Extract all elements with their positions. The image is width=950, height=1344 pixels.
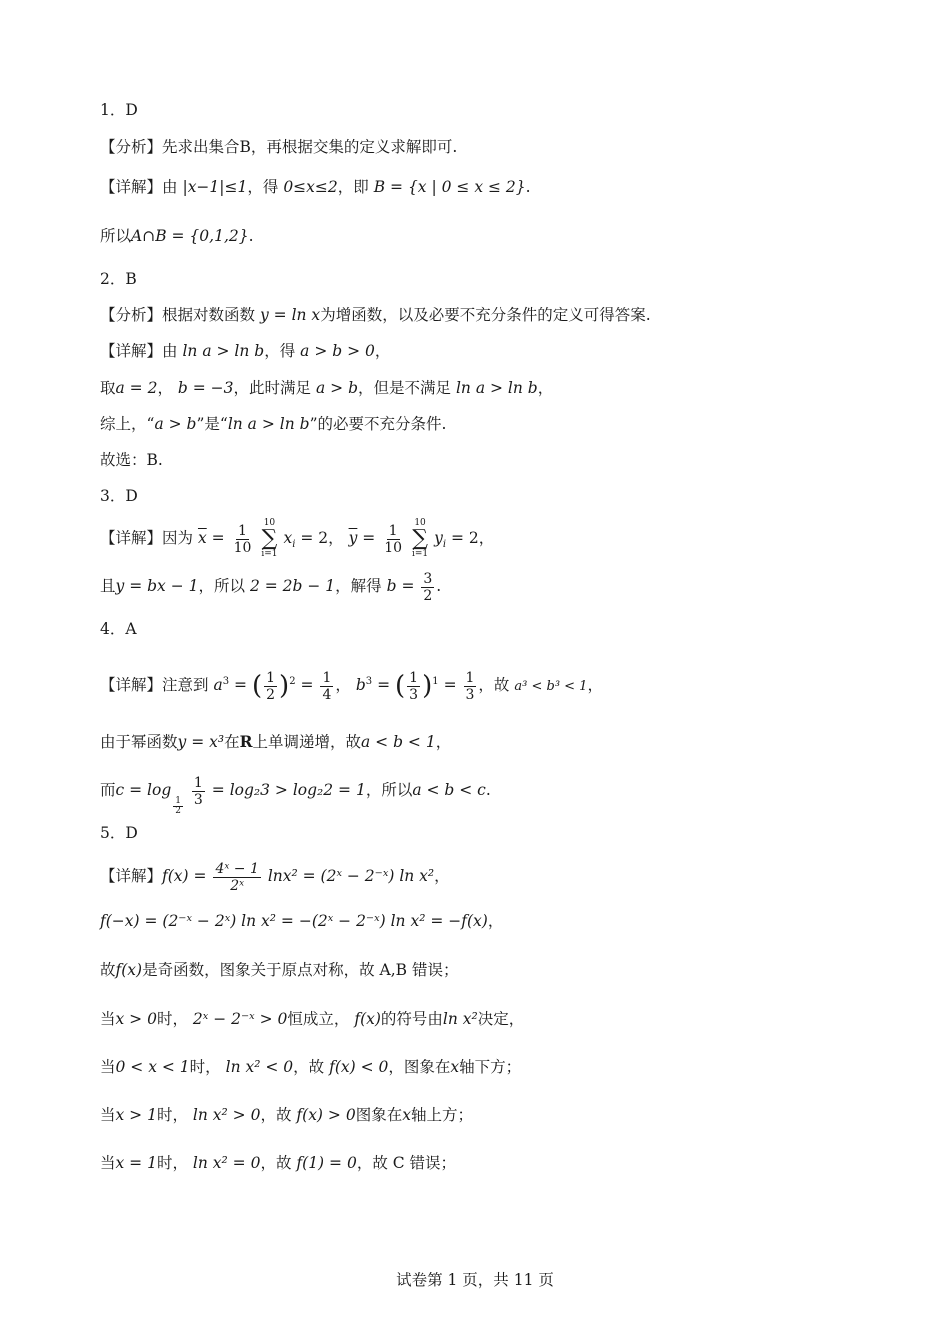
q4-answer-text: 4．A	[100, 620, 137, 638]
math: y	[434, 529, 443, 547]
exponent: 3	[365, 676, 373, 687]
text: 取	[100, 379, 116, 397]
q1-answer-text: 1．D	[100, 101, 138, 119]
sum-lower: i=1	[411, 549, 429, 559]
log-base	[173, 797, 183, 816]
math: f(x) > 0	[296, 1106, 356, 1124]
denominator: 2	[175, 806, 181, 816]
text: 图象在	[355, 1106, 403, 1124]
q3-answer	[100, 486, 138, 506]
detail-label: 【详解】	[100, 676, 163, 695]
math: =	[211, 529, 225, 547]
text: ，图象在	[388, 1058, 451, 1076]
text: 综上，“	[100, 415, 155, 433]
text: ，故	[260, 1154, 292, 1172]
numerator: 4ˣ − 1	[215, 860, 259, 877]
text: 轴上方；	[410, 1106, 473, 1124]
math: R	[239, 732, 253, 751]
fraction	[264, 670, 277, 703]
math: f(x)	[115, 961, 143, 979]
math: x > 0	[115, 1010, 157, 1028]
math: a > b > 0	[300, 342, 375, 360]
math: =	[362, 529, 376, 547]
text: ，得	[264, 342, 296, 360]
math: b	[355, 676, 366, 695]
math: 2ˣ − 2⁻ˣ > 0	[192, 1010, 288, 1028]
text: ，	[487, 912, 504, 930]
text: 因为	[162, 529, 194, 547]
q5-line7	[100, 1153, 456, 1173]
text: 时，	[156, 1106, 188, 1124]
fraction	[421, 571, 434, 604]
text: ，故	[478, 676, 510, 695]
numerator: 1	[322, 669, 332, 686]
detail-label: 【详解】	[100, 342, 163, 360]
math: f(x)	[354, 1010, 381, 1028]
q1-answer	[100, 100, 138, 120]
text: ，即	[337, 178, 369, 196]
text: 而	[100, 781, 116, 799]
text: ，故	[260, 1106, 292, 1124]
text: 恒成立，	[287, 1010, 350, 1028]
text: 时，	[156, 1010, 188, 1028]
sum-upper: 10	[263, 518, 276, 528]
math: =	[377, 676, 391, 695]
text: ”的必要不充分条件.	[309, 415, 447, 433]
text: ，	[434, 867, 450, 885]
fraction	[464, 670, 477, 703]
math: ln x² > 0	[192, 1106, 261, 1124]
text: 所以	[100, 227, 132, 245]
math: f(x) < 0	[329, 1058, 389, 1076]
denominator: 4	[322, 686, 332, 703]
detail-label: 【详解】	[100, 867, 163, 885]
q2-line5	[100, 450, 163, 470]
q4-detail: 【详解】注意到 $a^3$ = ( $\frac{1}{2}$ )$^2$ = $\frac{1}{4}$ ， $b^3$ = ( $\frac{1}{3}$ )$^1$ = $\frac{1}{3}$ ，故 a³ < b³ < 1，	[100, 669, 603, 703]
text: ，	[335, 676, 351, 695]
q2-analysis	[100, 305, 651, 325]
math: =	[443, 676, 457, 695]
math: y = bx − 1	[115, 577, 199, 595]
math: A∩B = {0,1,2}	[131, 227, 249, 245]
math: ln x²	[442, 1010, 478, 1028]
q4-line3	[100, 770, 491, 816]
math: a < b < c	[412, 781, 486, 799]
text: ，	[435, 733, 452, 751]
text: 在	[224, 733, 240, 751]
text: ，	[157, 379, 173, 397]
math: ln a > ln b	[455, 379, 538, 397]
math: a > b	[316, 379, 359, 397]
numerator: 1	[388, 522, 398, 539]
text: .	[436, 577, 442, 595]
q5-answer-text: 5．D	[100, 824, 138, 842]
fraction	[382, 523, 404, 556]
text: 当	[100, 1154, 116, 1172]
math: 0 < x < 1	[115, 1058, 190, 1076]
sigma: ∑	[261, 526, 278, 551]
exponent: 2	[289, 676, 296, 687]
text: 是奇函数，图象关于原点对称，故 A,B 错误；	[142, 961, 459, 979]
math: a = 2	[115, 379, 158, 397]
text: ，所以	[198, 577, 245, 595]
math: a > b	[154, 415, 197, 433]
text: ，此时满足	[233, 379, 312, 397]
text: ，解得	[335, 577, 382, 595]
math: b = −3	[177, 379, 234, 397]
text: 由	[162, 178, 178, 196]
math: x	[402, 1106, 411, 1124]
sum-lower: i=1	[261, 549, 278, 559]
numerator: 3	[423, 570, 433, 587]
q2-line3	[100, 378, 553, 398]
text: 时，	[156, 1154, 188, 1172]
math: x = 1	[115, 1154, 157, 1172]
text: ，	[374, 342, 391, 360]
math: = 2	[300, 529, 329, 547]
text: ，所以	[365, 781, 413, 799]
math: f(x) =	[162, 867, 207, 885]
denominator: 3	[465, 686, 475, 703]
denominator: 3	[409, 686, 419, 703]
math: lnx² = (2ˣ − 2⁻ˣ) ln x²	[267, 867, 435, 885]
text: ，故 C 错误；	[356, 1154, 457, 1172]
page-footer: 试卷第 1 页，共 11 页	[396, 1271, 554, 1289]
text: ，	[587, 676, 603, 695]
fraction	[192, 775, 205, 808]
fraction	[407, 670, 420, 703]
math: a	[213, 676, 223, 695]
math: a³ < b³ < 1	[514, 679, 588, 695]
numerator: 1	[238, 522, 247, 539]
math: f(1) = 0	[296, 1154, 357, 1172]
text: 决定，	[477, 1010, 525, 1028]
q3-answer-text: 3．D	[100, 487, 138, 505]
q5-detail	[100, 856, 450, 896]
math: y = x³	[177, 733, 225, 751]
text: .	[525, 178, 531, 196]
math: $\overline{x}$	[197, 529, 207, 547]
q5-answer	[100, 823, 138, 843]
text: ”是“	[196, 415, 228, 433]
text: 当	[100, 1058, 116, 1076]
analysis-text: 先求出集合B，再根据交集的定义求解即可.	[162, 138, 458, 156]
math: b =	[386, 577, 415, 595]
q5-line3	[100, 960, 458, 980]
math: ln a > ln b	[227, 415, 310, 433]
text: 故选：B.	[100, 451, 163, 469]
math: x	[283, 529, 293, 547]
analysis-label: 【分析】	[100, 138, 163, 156]
denominator: 2	[266, 686, 276, 703]
fraction	[320, 670, 333, 703]
text: .	[248, 227, 254, 245]
text: 注意到	[162, 676, 209, 695]
math: 0≤x≤2	[283, 178, 338, 196]
q2-detail	[100, 341, 390, 361]
text: 为增函数，以及必要不充分条件的定义可得答案.	[320, 306, 651, 324]
numerator: 1	[266, 669, 276, 686]
denominator: 10	[233, 539, 252, 556]
text: 当	[100, 1106, 116, 1124]
numerator: 1	[193, 774, 203, 791]
text: ，	[328, 529, 344, 547]
exponent: 3	[222, 676, 230, 687]
subscript: i	[442, 539, 447, 551]
math: f(−x) = (2⁻ˣ − 2ˣ) ln x² = −(2ˣ − 2⁻ˣ) ln x² = −f(x)	[100, 912, 488, 930]
denominator: 10	[384, 539, 403, 556]
q4-answer	[100, 619, 137, 639]
q4-line2	[100, 732, 451, 752]
math: y = ln x	[259, 306, 321, 324]
math: 2 = 2b − 1	[249, 577, 336, 595]
denominator: 3	[193, 791, 203, 808]
fraction	[232, 523, 254, 556]
text: ，	[478, 529, 495, 547]
q1-result	[100, 226, 254, 246]
q5-line5	[100, 1057, 521, 1077]
fraction	[213, 861, 260, 894]
text: 由于幂函数	[100, 733, 178, 751]
text: ，	[537, 379, 554, 397]
math: ln x² = 0	[192, 1154, 261, 1172]
analysis-label: 【分析】	[100, 306, 163, 324]
text: 根据对数函数	[162, 306, 256, 324]
math: c = log	[115, 781, 172, 799]
text: 上单调递增，故	[252, 733, 361, 751]
math: $\overline{y}$	[348, 529, 358, 547]
q3-detail	[100, 518, 494, 558]
math: B = {x | 0 ≤ x ≤ 2}	[373, 178, 526, 196]
q5-line6	[100, 1105, 473, 1125]
numerator: 1	[409, 669, 419, 686]
text: ，得	[247, 178, 279, 196]
denominator: 2ˣ	[230, 877, 245, 894]
math: |x−1|≤1	[182, 178, 248, 196]
text: .	[485, 781, 491, 799]
math: x	[450, 1058, 460, 1076]
text: 的符号由	[380, 1010, 443, 1028]
q1-detail	[100, 177, 531, 197]
math: x > 1	[115, 1106, 157, 1124]
numerator: 1	[465, 669, 475, 686]
math: =	[300, 676, 314, 695]
math: =	[234, 676, 248, 695]
q1-analysis	[100, 137, 457, 157]
q2-answer-text: 2．B	[100, 270, 137, 288]
q2-answer	[100, 269, 137, 289]
text: ，故	[293, 1058, 325, 1076]
denominator: 2	[423, 587, 433, 604]
text: ，但是不满足	[358, 379, 452, 397]
q2-line4	[100, 414, 446, 434]
sum-upper: 10	[414, 518, 426, 528]
subscript: i	[292, 539, 296, 551]
text: 由	[162, 342, 178, 360]
math: = log₂3 > log₂2 = 1	[211, 781, 366, 799]
q3-line2	[100, 568, 441, 604]
text: 轴下方；	[459, 1058, 522, 1076]
text: 当	[100, 1010, 116, 1028]
exponent: 1	[432, 676, 439, 687]
q5-line2	[100, 911, 503, 931]
detail-label: 【详解】	[100, 529, 163, 547]
numerator: 1	[175, 796, 181, 806]
math: = 2	[450, 529, 479, 547]
text: 且	[100, 577, 116, 595]
sum	[412, 519, 428, 559]
math: ln a > ln b	[182, 342, 265, 360]
text: 时，	[189, 1058, 221, 1076]
q5-line4	[100, 1009, 524, 1029]
sum	[261, 519, 277, 559]
detail-label: 【详解】	[100, 178, 163, 196]
math: a < b < 1	[361, 733, 436, 751]
text: 故	[100, 961, 116, 979]
math: ln x² < 0	[225, 1058, 294, 1076]
sigma: ∑	[412, 526, 428, 551]
